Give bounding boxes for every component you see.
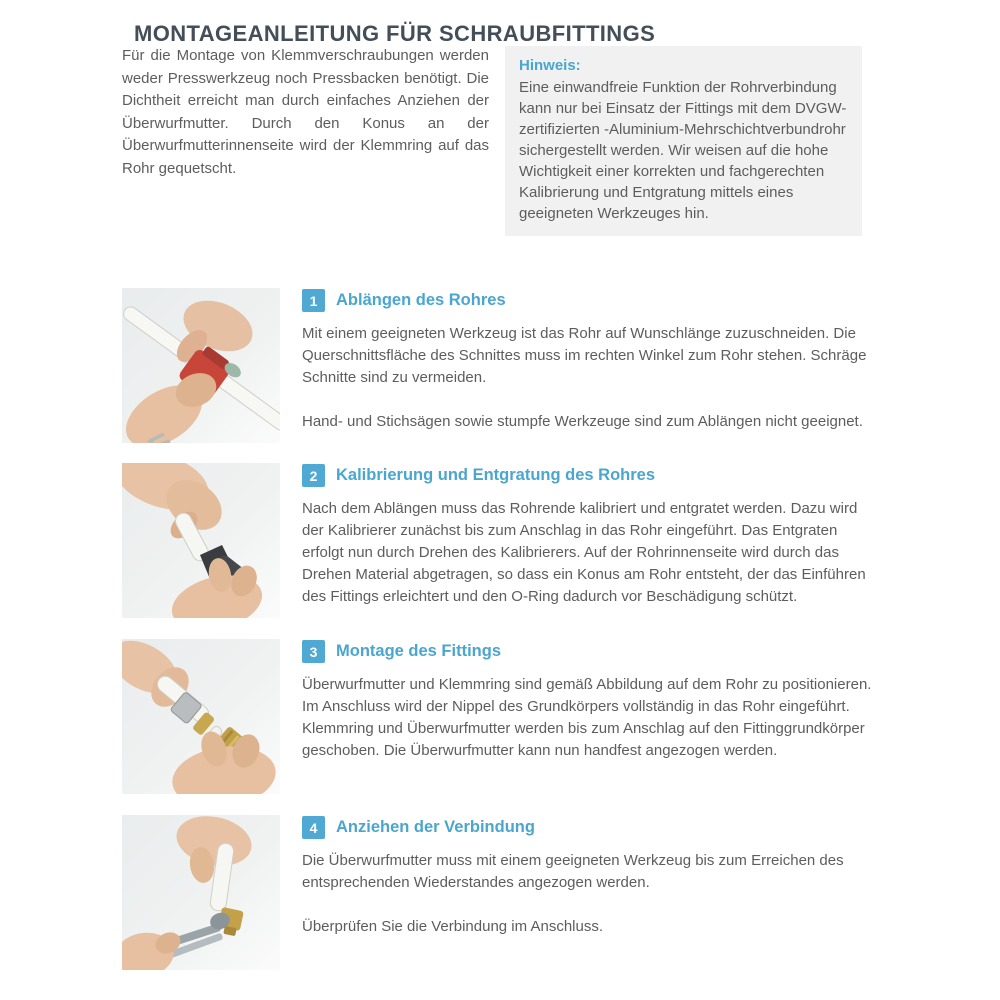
- step-1-text: [302, 288, 878, 443]
- wrench-tightening-photo: [122, 815, 280, 970]
- step-number-badge: 1: [302, 289, 325, 312]
- step-2-header: [302, 464, 878, 487]
- step-paragraph: Überwurfmutter und Klemmring sind gemäß Abbildung auf dem Rohr zu positionieren. Im Anschluss wird der Nippel des Grundkörpers vollständig in das Rohr eingeführt. Klemmring und Überwurfmutter werden bis zum Anschlag auf den Fittinggrundkörper geschoben. Die Überwurfmutter kann nun handfest angezogen werden.: [302, 676, 872, 759]
- note-box: [505, 46, 862, 236]
- step-3-header: [302, 640, 878, 663]
- step-paragraph: Die Überwurfmutter muss mit einem geeigneten Werkzeug bis zum Erreichen des entsprechenden Wiederstandes angezogen werden.: [302, 852, 844, 891]
- pipe-cutter-illustration: [122, 288, 280, 443]
- calibration-illustration: [122, 463, 280, 618]
- step-paragraph: Überprüfen Sie die Verbindung im Anschluss.: [302, 918, 604, 935]
- step-4-text: [302, 815, 878, 970]
- step-number-badge: 2: [302, 464, 325, 487]
- fitting-assembly-photo: [122, 639, 280, 794]
- note-label: Hinweis:: [519, 57, 581, 74]
- step-3-text: [302, 639, 878, 794]
- step-paragraph: Mit einem geeigneten Werkzeug ist das Rohr auf Wunschlänge zuzuschneiden. Die Querschnittsfläche des Schnittes muss im rechten Winkel zum Rohr stehen. Schräge Schnitte sind zu vermeiden.: [302, 325, 867, 386]
- step-heading: Kalibrierung und Entgratung des Rohres: [336, 466, 656, 484]
- step-2-text: [302, 463, 878, 618]
- step-4-header: [302, 816, 878, 839]
- step-number-badge: 4: [302, 816, 325, 839]
- page-title: MONTAGEANLEITUNG FÜR SCHRAUBFITTINGS: [134, 20, 656, 46]
- step-section-4: [122, 815, 878, 970]
- step-number-badge: 3: [302, 640, 325, 663]
- calibration-tool-photo: [122, 463, 280, 618]
- intro-paragraph: Für die Montage von Klemmverschraubungen werden weder Presswerkzeug noch Pressbacken benötigt. Die Dichtheit erreicht man durch einfaches Anziehen der Überwurfmutter. Durch den Konus an der Überwurfmutterinnenseite wird der Klemmring auf das Rohr gequetscht.: [122, 47, 489, 177]
- wrench-tightening-illustration: [122, 815, 280, 970]
- step-section-2: [122, 463, 878, 618]
- note-text: Eine einwandfreie Funktion der Rohrverbindung kann nur bei Einsatz der Fittings mit dem DVGW-zertifizierten -Aluminium-Mehrschichtverbundrohr sichergestellt werden. Wir weisen auf die hohe Wichtigkeit einer korrekten und fachgerechten Kalibrierung und Entgratung mittels eines geeigneten Werkzeuges hin.: [519, 79, 847, 222]
- step-heading: Montage des Fittings: [336, 642, 501, 660]
- step-1-header: [302, 289, 878, 312]
- fitting-assembly-illustration: [122, 639, 280, 794]
- step-section-3: [122, 639, 878, 794]
- step-heading: Anziehen der Verbindung: [336, 818, 535, 836]
- step-heading: Ablängen des Rohres: [336, 291, 506, 309]
- pipe-cutter-photo: [122, 288, 280, 443]
- step-paragraph: Nach dem Ablängen muss das Rohrende kalibriert und entgratet werden. Dazu wird der Kalibrierer zunächst bis zum Anschlag in das Rohr eingeführt. Das Entgraten erfolgt nun durch Drehen des Kalibrierers. Auf der Rohrinnenseite wird durch das Drehen Material abgetragen, so dass ein Konus am Rohr entsteht, der das Einführen des Fittings erleichtert und den O-Ring dadurch vor Beschädigung schützt.: [302, 500, 866, 605]
- step-section-1: [122, 288, 878, 443]
- step-paragraph: Hand- und Stichsägen sowie stumpfe Werkzeuge sind zum Ablängen nicht geeignet.: [302, 413, 863, 430]
